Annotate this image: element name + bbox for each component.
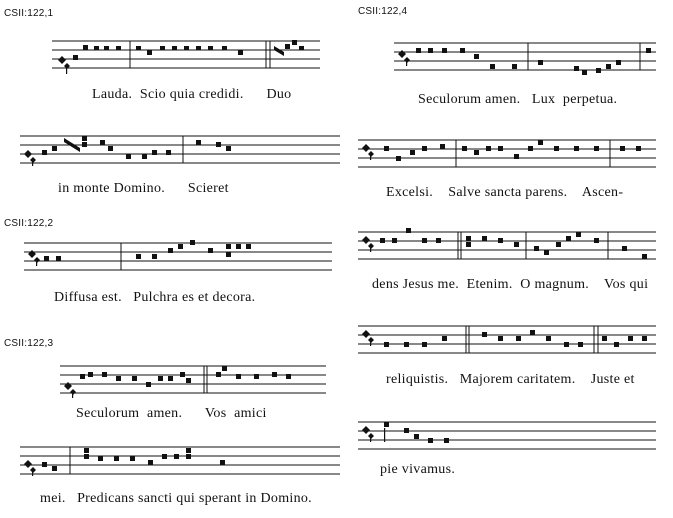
section-label-3: CSII:122,3 [4,338,54,349]
lyric-line-8: dens Jesus me. Etenim. O magnum. Vos qui [372,277,649,292]
music-staff [358,136,658,172]
section-label-2: CSII:122,2 [4,218,54,229]
lyric-line-2: in monte Domino. Scieret [58,181,229,196]
section-label-4: CSII:122,4 [358,6,408,17]
music-staff [394,40,658,76]
lyric-line-9: reliquistis. Majorem caritatem. Juste et [386,372,635,387]
lyric-line-10: pie vivamus. [380,462,456,477]
music-staff [358,322,658,358]
section-label-1: CSII:122,1 [4,8,54,19]
lyric-line-4: Seculorum amen. Vos amici [76,406,267,421]
music-staff [52,38,322,74]
lyric-line-5: mei. Predicans sancti qui sperant in Domino. [40,491,312,506]
music-staff [358,418,658,454]
lyric-line-1: Lauda. Scio quia credidi. Duo [92,87,292,102]
music-staff [24,240,334,276]
music-staff [20,130,342,166]
music-staff [20,444,342,480]
lyric-line-3: Diffusa est. Pulchra es et decora. [54,290,256,305]
music-staff [60,362,328,398]
lyric-line-7: Excelsi. Salve sancta parens. Ascen- [386,185,624,200]
music-staff [358,228,658,264]
lyric-line-6: Seculorum amen. Lux perpetua. [418,92,618,107]
